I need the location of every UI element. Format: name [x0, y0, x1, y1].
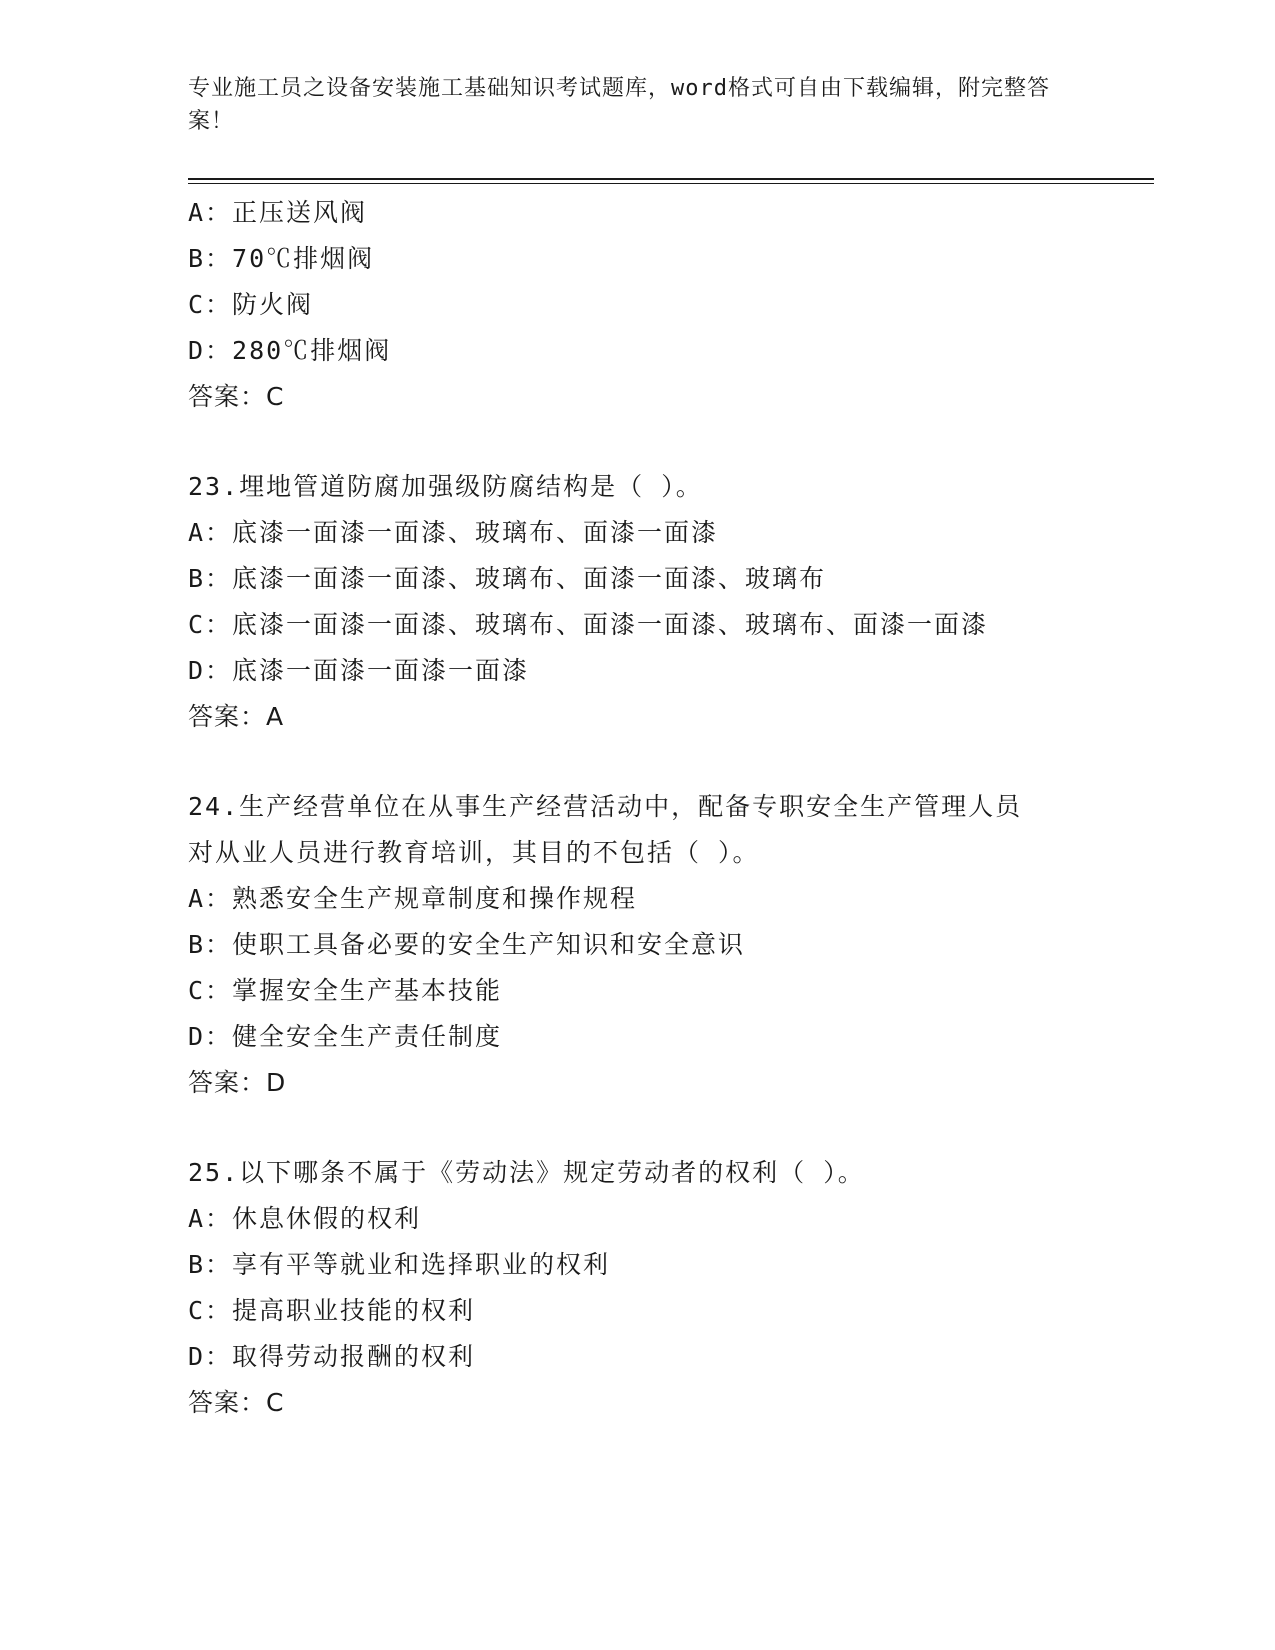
question-stem: 25.以下哪条不属于《劳动法》规定劳动者的权利（ ）。 — [188, 1158, 865, 1187]
option-a: A：底漆一面漆一面漆、玻璃布、面漆一面漆 — [188, 518, 719, 547]
option-d: D：健全安全生产责任制度 — [188, 1022, 503, 1051]
question-stem-line-1: 24.生产经营单位在从事生产经营活动中，配备专职安全生产管理人员 — [188, 792, 1023, 821]
question-22 — [188, 190, 1148, 420]
option-a: A：熟悉安全生产规章制度和操作规程 — [188, 884, 638, 913]
option-d: D：底漆一面漆一面漆一面漆 — [188, 656, 530, 685]
option-d: D：280℃排烟阀 — [188, 336, 392, 365]
answer: 答案：A — [188, 702, 285, 731]
option-c: C：提高职业技能的权利 — [188, 1296, 476, 1325]
option-b: B：底漆一面漆一面漆、玻璃布、面漆一面漆、玻璃布 — [188, 564, 827, 593]
option-b: B：70℃排烟阀 — [188, 244, 375, 273]
document-header: 专业施工员之设备安装施工基础知识考试题库，word格式可自由下载编辑，附完整答案！ — [188, 76, 1050, 134]
option-c: C：防火阀 — [188, 290, 314, 319]
question-25 — [188, 1150, 1148, 1426]
question-stem: 23.埋地管道防腐加强级防腐结构是（ ）。 — [188, 472, 703, 501]
spacer — [188, 420, 1148, 464]
answer: 答案：C — [188, 1388, 285, 1417]
spacer — [188, 740, 1148, 784]
option-a: A：正压送风阀 — [188, 198, 368, 227]
header-rule-thin — [188, 183, 1154, 184]
question-23 — [188, 464, 1148, 740]
question-stem-line-2: 对从业人员进行教育培训，其目的不包括（ ）。 — [188, 838, 760, 867]
spacer — [188, 1106, 1148, 1150]
option-c: C：掌握安全生产基本技能 — [188, 976, 503, 1005]
option-b: B：使职工具备必要的安全生产知识和安全意识 — [188, 930, 746, 959]
question-list — [188, 190, 1148, 1426]
option-a: A：休息休假的权利 — [188, 1204, 422, 1233]
option-b: B：享有平等就业和选择职业的权利 — [188, 1250, 611, 1279]
answer: 答案：C — [188, 382, 285, 411]
answer: 答案：D — [188, 1068, 287, 1097]
option-c: C：底漆一面漆一面漆、玻璃布、面漆一面漆、玻璃布、面漆一面漆 — [188, 610, 989, 639]
option-d: D：取得劳动报酬的权利 — [188, 1342, 476, 1371]
header-rule-thick — [188, 178, 1154, 180]
question-24 — [188, 784, 1148, 1106]
